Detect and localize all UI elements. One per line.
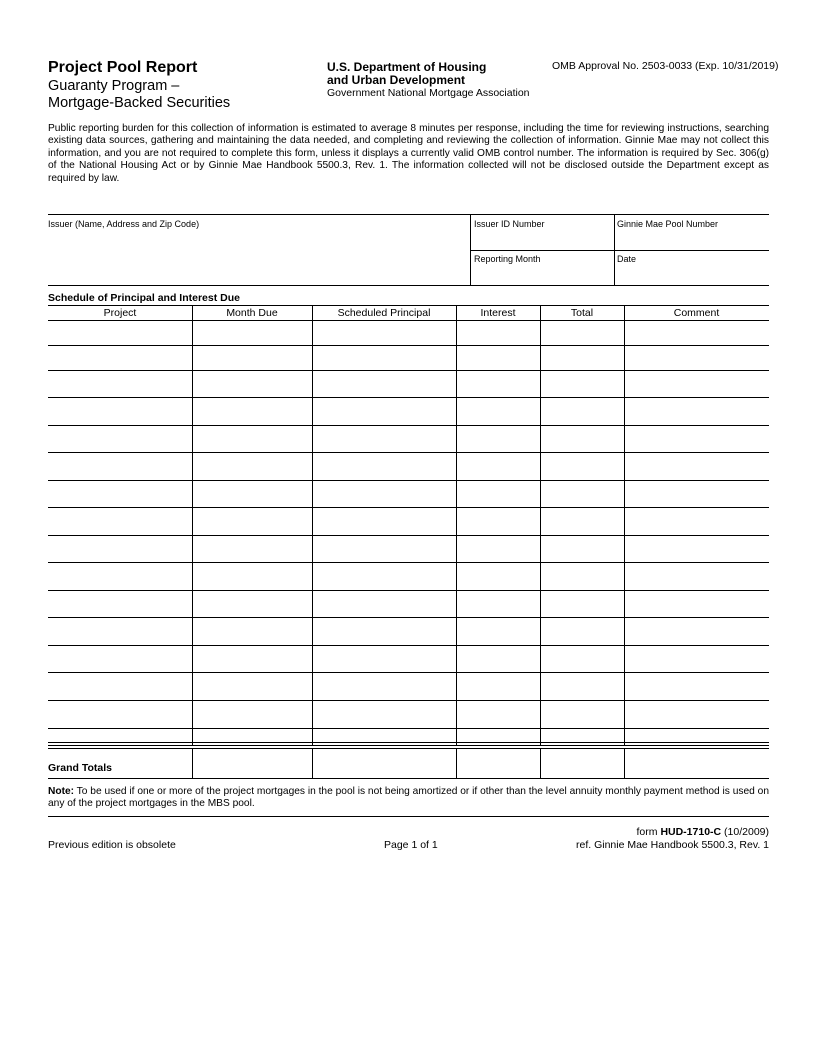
column-header-total: Total	[570, 307, 594, 319]
agency-line-1: U.S. Department of Housing	[327, 60, 487, 74]
omb-approval: OMB Approval No. 2503-0033 (Exp. 10/31/2019)	[552, 60, 779, 72]
table-row-line	[48, 370, 769, 371]
table-row-line	[48, 590, 769, 591]
form-date: (10/2009)	[721, 826, 769, 838]
footer-divider	[48, 816, 769, 817]
subtitle-line-2: Mortgage-Backed Securities	[48, 95, 231, 111]
note-label: Note:	[48, 786, 75, 797]
issuer-field[interactable]: Issuer (Name, Address and Zip Code)	[48, 219, 200, 229]
page-title: Project Pool Report	[48, 59, 198, 76]
totals-double-rule	[48, 748, 769, 749]
issuer-id-field[interactable]: Issuer ID Number	[474, 219, 545, 229]
totals-column-divider	[540, 748, 541, 778]
schedule-title: Schedule of Principal and Interest Due	[48, 292, 240, 304]
pool-number-field[interactable]: Ginnie Mae Pool Number	[617, 219, 719, 229]
column-divider	[312, 305, 313, 745]
page-number: Page 1 of 1	[384, 839, 438, 851]
form-number	[637, 826, 769, 838]
table-row-line	[48, 535, 769, 536]
table-row-line	[48, 345, 769, 346]
totals-column-divider	[456, 748, 457, 778]
table-row-line	[48, 452, 769, 453]
column-divider	[456, 305, 457, 745]
column-header-project: Project	[103, 307, 137, 319]
table-row-line	[48, 728, 769, 729]
column-divider	[192, 305, 193, 745]
date-field[interactable]: Date	[617, 254, 637, 264]
table-row-line	[48, 645, 769, 646]
association-name: Government National Mortgage Association	[327, 87, 530, 99]
table-top-border	[48, 305, 769, 306]
column-divider	[624, 305, 625, 745]
column-header-interest: Interest	[480, 307, 516, 319]
totals-column-divider	[312, 748, 313, 778]
subtitle-line-1: Guaranty Program –	[48, 78, 180, 94]
table-row-line	[48, 507, 769, 508]
agency-line-2: and Urban Development	[327, 73, 466, 87]
totals-column-divider	[192, 748, 193, 778]
obsolete-notice: Previous edition is obsolete	[48, 839, 176, 851]
table-row-line	[48, 562, 769, 563]
table-row-line	[48, 425, 769, 426]
table-row-line	[48, 742, 769, 743]
handbook-reference: ref. Ginnie Mae Handbook 5500.3, Rev. 1	[575, 839, 769, 851]
column-header-scheduled-principal: Scheduled Principal	[337, 307, 431, 319]
totals-column-divider	[624, 748, 625, 778]
table-row-line	[48, 700, 769, 701]
table-row-line	[48, 397, 769, 398]
table-row-line	[48, 480, 769, 481]
totals-double-rule	[48, 745, 769, 746]
column-divider	[540, 305, 541, 745]
burden-statement: Public reporting burden for this collection of information is estimated to average 8 minutes per response, including the time for reviewing instructions, searching existing data sources, gathering and maintaining the data needed, and completing and reviewing the collection of information. Ginnie Mae may not collect this information, and you are not required to complete this form, unless it displays a currently valid OMB control number. The information is required by Sec. 306(g) of the National Housing Act or by Ginnie Mae Handbook 5500.3, Rev. 1. The information collected will not be disclosed outside the Department except as required by law.	[48, 123, 769, 184]
form-id: HUD-1710-C	[660, 826, 722, 838]
note	[48, 786, 769, 811]
column-header-month-due: Month Due	[226, 307, 278, 319]
table-bottom-border	[48, 778, 769, 779]
column-header-comment: Comment	[673, 307, 720, 319]
note-text: To be used if one or more of the project mortgages in the pool is not being amortized or if other than the level annuity monthly payment method is used on any of the project mortgages in the MBS pool.	[48, 786, 769, 810]
table-row-line	[48, 320, 769, 321]
table-row-line	[48, 672, 769, 673]
table-row-line	[48, 617, 769, 618]
form-prefix: form	[636, 826, 661, 838]
grand-totals-label: Grand Totals	[48, 762, 112, 774]
reporting-month-field[interactable]: Reporting Month	[474, 254, 541, 264]
